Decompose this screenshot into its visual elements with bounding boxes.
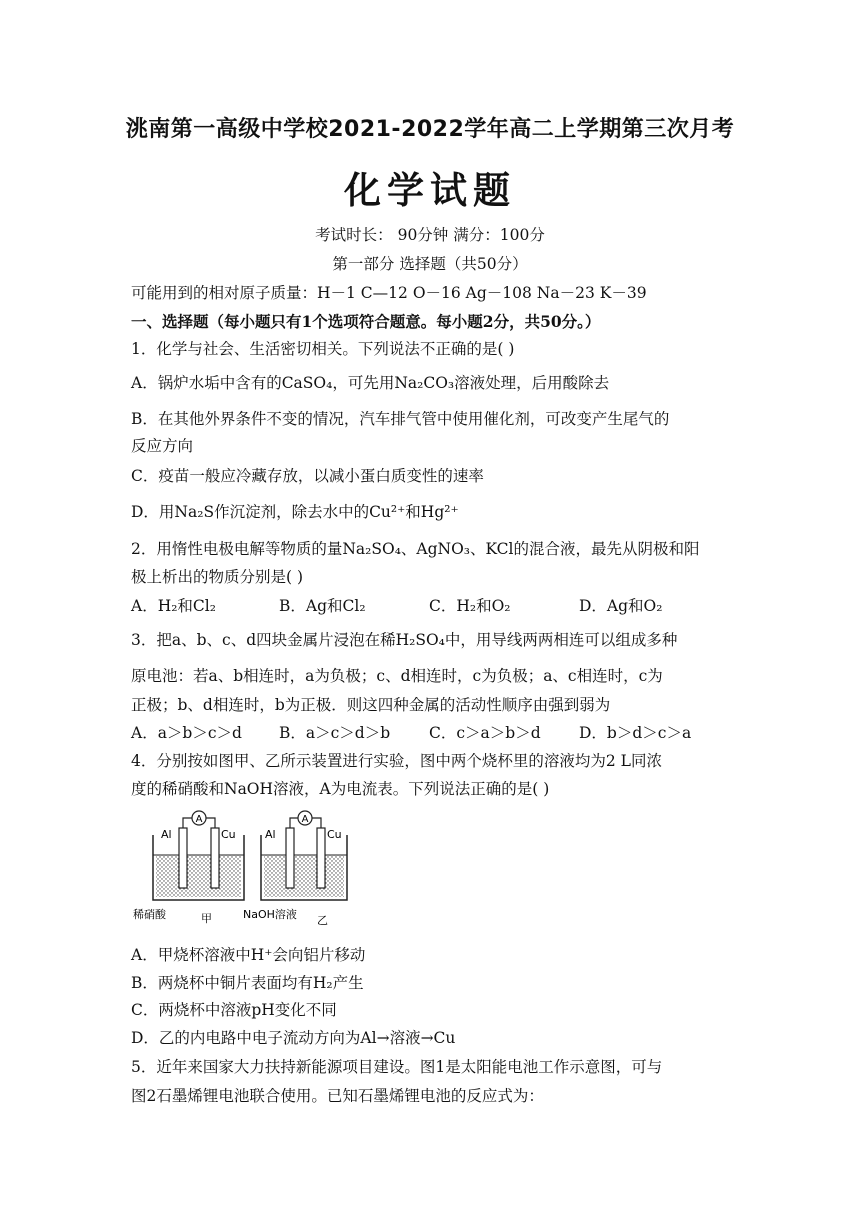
- right-solution-fill: [264, 855, 344, 897]
- right-wire-b: [312, 818, 321, 828]
- electrochemical-cell-figure: [131, 800, 361, 935]
- q2-stem-cont: 极上析出的物质分别是( ): [131, 568, 304, 586]
- left-al-electrode: [179, 828, 187, 888]
- q4-option-d: D．乙的内电路中电子流动方向为Al→溶液→Cu: [131, 1029, 456, 1047]
- left-cu-electrode: [211, 828, 219, 888]
- q4-option-a: A．甲烧杯溶液中H⁺会向铝片移动: [131, 946, 366, 964]
- q1-option-b: B．在其他外界条件不变的情况，汽车排气管中使用催化剂，可改变产生尾气的: [131, 410, 670, 428]
- q2-option-b: B．Ag和Cl₂: [279, 597, 366, 615]
- left-cell-tag: 甲: [201, 912, 212, 925]
- q1-option-b-cont: 反应方向: [131, 437, 194, 455]
- left-solution-fill: [156, 855, 241, 897]
- left-ammeter-label: A: [195, 814, 203, 825]
- q1-option-a: A．锅炉水垢中含有的CaSO₄，可先用Na₂CO₃溶液处理，后用酸除去: [131, 374, 610, 392]
- cell-jia: [133, 811, 244, 925]
- q2-stem: 2．用惰性电极电解等物质的量Na₂SO₄、AgNO₃、KCl的混合液，最先从阴极和阳: [131, 540, 700, 558]
- left-wire-a: [183, 818, 192, 828]
- right-al-electrode: [286, 828, 294, 888]
- q4-option-c: C．两烧杯中溶液pH变化不同: [131, 1001, 337, 1019]
- q1-option-c: C．疫苗一般应冷藏存放，以减小蛋白质变性的速率: [131, 467, 484, 485]
- subject-title: 化学试题: [344, 169, 516, 212]
- q5-stem-cont: 图2石墨烯锂电池联合使用。已知石墨烯锂电池的反应式为：: [131, 1087, 544, 1105]
- section-heading: 一、选择题（每小题只有1个选项符合题意。每小题2分，共50分。）: [131, 312, 601, 331]
- left-al-label: Al: [161, 828, 172, 841]
- q4-stem-cont: 度的稀硝酸和NaOH溶液，A为电流表。下列说法正确的是( ): [131, 780, 550, 798]
- q2-option-c: C．H₂和O₂: [429, 597, 511, 615]
- school-title: 洮南第一高级中学校2021-2022学年高二上学期第三次月考: [125, 117, 735, 142]
- atomic-mass-line: 可能用到的相对原子质量：H－1 C—12 O－16 Ag－108 Na－23 K－39: [131, 284, 647, 302]
- left-wire-b: [206, 818, 215, 828]
- cell-yi: [243, 811, 347, 927]
- q1-option-d: D．用Na₂S作沉淀剂，除去水中的Cu²⁺和Hg²⁺: [131, 503, 459, 521]
- q3-stem-cont2: 正极；b、d相连时，b为正极．则这四种金属的活动性顺序由强到弱为: [131, 696, 611, 714]
- right-wire-a: [290, 818, 298, 828]
- right-cu-label: Cu: [327, 828, 342, 841]
- q5-stem: 5．近年来国家大力扶持新能源项目建设。图1是太阳能电池工作示意图，可与: [131, 1058, 663, 1076]
- q2-option-d: D．Ag和O₂: [579, 597, 663, 615]
- q4-option-b: B．两烧杯中铜片表面均有H₂产生: [131, 974, 364, 992]
- exam-info: 考试时长： 90分钟 满分：100分: [315, 226, 545, 244]
- right-al-label: Al: [265, 828, 276, 841]
- q4-stem: 4．分别按如图甲、乙所示装置进行实验，图中两个烧杯里的溶液均为2 L同浓: [131, 752, 662, 770]
- left-cu-label: Cu: [221, 828, 236, 841]
- q3-stem: 3．把a、b、c、d四块金属片浸泡在稀H₂SO₄中，用导线两两相连可以组成多种: [131, 631, 678, 649]
- q3-stem-cont1: 原电池：若a、b相连时，a为负极；c、d相连时，c为负极；a、c相连时，c为: [131, 667, 663, 685]
- right-cu-electrode: [317, 828, 325, 888]
- right-solution-label: NaOH溶液: [243, 908, 297, 921]
- q3-option-c: C．c＞a＞b＞d: [429, 724, 541, 742]
- right-cell-tag: 乙: [317, 914, 328, 927]
- q3-option-b: B．a＞c＞d＞b: [279, 724, 391, 742]
- q3-option-d: D．b＞d＞c＞a: [579, 724, 692, 742]
- left-solution-label: 稀硝酸: [133, 908, 166, 921]
- q2-option-a: A．H₂和Cl₂: [131, 597, 216, 615]
- q3-option-a: A．a＞b＞c＞d: [131, 724, 242, 742]
- part-heading: 第一部分 选择题（共50分）: [332, 255, 528, 273]
- right-ammeter-label: A: [301, 814, 309, 825]
- q1-stem: 1．化学与社会、生活密切相关。下列说法不正确的是( ): [131, 340, 515, 358]
